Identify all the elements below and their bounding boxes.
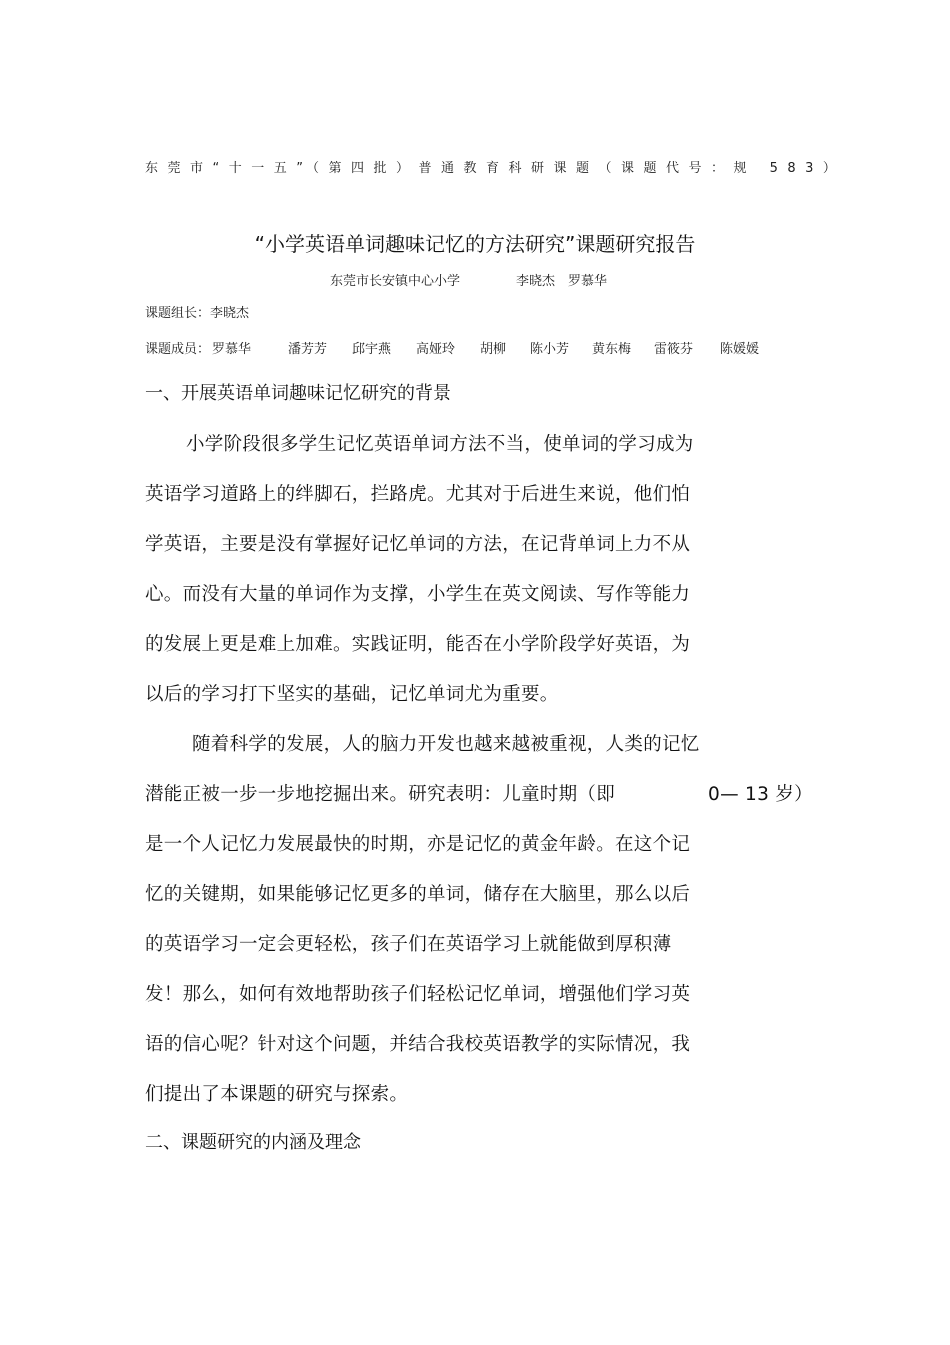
section-heading: 二、课题研究的内涵及理念 [145, 1132, 361, 1153]
members-label: 课题成员： [145, 342, 211, 357]
series-header: 东莞市“十一五”（第四批）普通教育科研课题（课题代号：规 583） [145, 161, 846, 176]
paragraph-line: 小学阶段很多学生记忆英语单词方法不当，使单词的学习成为 [186, 434, 694, 455]
paragraph-line: 的发展上更是难上加难。实践证明，能否在小学阶段学好英语，为 [145, 634, 691, 655]
paragraph-line: 英语学习道路上的绊脚石，拦路虎。尤其对于后进生来说，他们怕 [145, 484, 691, 505]
section-heading: 一、开展英语单词趣味记忆研究的背景 [145, 383, 451, 404]
paragraph-line: 以后的学习打下坚实的基础，记忆单词尤为重要。 [145, 684, 559, 705]
paragraph-line: 发！那么，如何有效地帮助孩子们轻松记忆单词，增强他们学习英 [145, 984, 691, 1005]
authors: 李晓杰 罗慕华 [516, 274, 608, 289]
paragraph-line: 忆的关键期，如果能够记忆更多的单词，储存在大脑里，那么以后 [145, 884, 691, 905]
member-name: 陈小芳 [530, 342, 570, 357]
member-name: 胡柳 [480, 342, 507, 357]
paragraph-line: 是一个人记忆力发展最快的时期，亦是记忆的黄金年龄。在这个记 [145, 834, 691, 855]
school-name: 东莞市长安镇中心小学 [330, 274, 461, 289]
member-name: 邱宇燕 [352, 342, 392, 357]
paragraph-line: 的英语学习一定会更轻松，孩子们在英语学习上就能做到厚积薄 [145, 934, 672, 955]
member-name: 雷筱芬 [654, 342, 694, 357]
paragraph-line: 随着科学的发展，人的脑力开发也越来越被重视，人类的记忆 [192, 734, 700, 755]
age-range: 0— 13 岁） [708, 784, 813, 805]
paragraph-line: 潜能正被一步一步地挖掘出来。研究表明：儿童时期（即 [145, 784, 616, 805]
paragraph-line: 们提出了本课题的研究与探索。 [145, 1084, 409, 1105]
member-name: 黄东梅 [592, 342, 632, 357]
member-name: 高娅玲 [416, 342, 456, 357]
report-title: “小学英语单词趣味记忆的方法研究”课题研究报告 [254, 232, 696, 256]
member-name: 罗慕华 [212, 342, 252, 357]
team-leader: 课题组长：李晓杰 [145, 306, 250, 321]
member-name: 陈媛媛 [720, 342, 760, 357]
member-name: 潘芳芳 [288, 342, 328, 357]
paragraph-line: 心。而没有大量的单词作为支撑，小学生在英文阅读、写作等能力 [145, 584, 691, 605]
paragraph-line: 学英语，主要是没有掌握好记忆单词的方法，在记背单词上力不从 [145, 534, 691, 555]
paragraph-line: 语的信心呢？针对这个问题，并结合我校英语教学的实际情况，我 [145, 1034, 691, 1055]
